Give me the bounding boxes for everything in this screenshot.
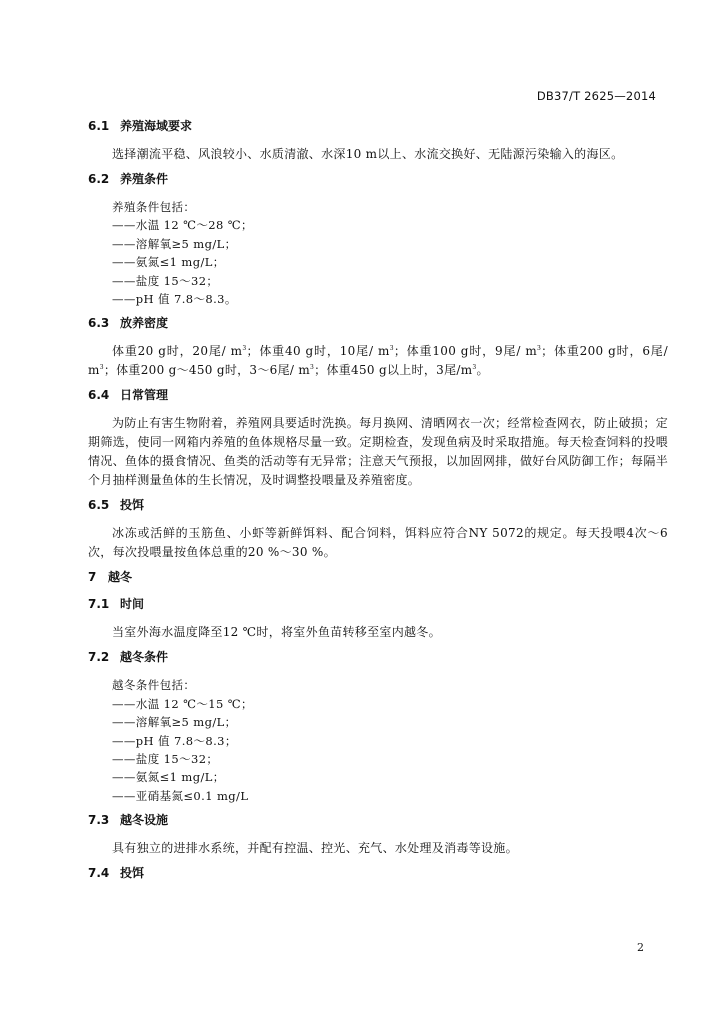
density-text: ；体重200 g～450 g时，3～6尾/ m (103, 363, 311, 378)
condition-list-6-2 (88, 198, 668, 308)
section-number: 6.1 (88, 119, 110, 133)
list-item: ——氨氮≤1 mg/L； (112, 770, 225, 785)
section-number: 6.3 (88, 316, 110, 331)
section-title: 越冬条件 (120, 650, 169, 665)
standard-code: DB37/T 2625—2014 (536, 89, 656, 103)
section-title: 投饵 (120, 498, 145, 513)
section-number: 6.5 (88, 498, 110, 513)
section-title: 投饵 (120, 866, 145, 881)
section-title: 放养密度 (120, 316, 169, 331)
paragraph-6-4: 为防止有害生物附着，养殖网具要适时洗换。每月换网、清晒网衣一次；经常检查网衣，防止破损；定期筛选，使同一网箱内养殖的鱼体规格尽量一致。定期检查，发现鱼病及时采取措施。每天检查饲料的投喂情况、鱼体的摄食情况、鱼类的活动等有无异常；注意天气预报，以加固网排，做好台风防御工作；每隔半个月抽样测量鱼体的生长情况，及时调整投喂量及养殖密度。 (88, 416, 668, 488)
paragraph-6-3 (88, 342, 668, 380)
section-heading-7-2 (88, 649, 668, 666)
section-title: 养殖条件 (120, 172, 169, 186)
list-item: 养殖条件包括： (112, 200, 196, 214)
section-title: 日常管理 (120, 388, 169, 403)
section-number: 7.3 (88, 813, 110, 828)
density-text: ；体重450 g以上时，3尾/m (314, 363, 473, 378)
list-item: ——水温 12 ℃～15 ℃； (112, 696, 253, 711)
list-item: ——溶解氧≥5 mg/L； (112, 236, 237, 251)
section-number: 7.2 (88, 650, 110, 665)
section-heading-6-5 (88, 497, 668, 514)
superscript-3: 3 (537, 345, 542, 353)
paragraph-7-3: 具有独立的进排水系统，并配有控温、控光、充气、水处理及消毒等设施。 (112, 841, 518, 856)
superscript-3: 3 (389, 345, 394, 353)
superscript-3: 3 (99, 364, 104, 372)
section-title: 越冬设施 (120, 813, 169, 828)
list-item: ——pH 值 7.8～8.3； (112, 733, 237, 748)
paragraph-6-5: 冰冻或活鲜的玉筋鱼、小虾等新鲜饵料、配合饲料，饵料应符合NY 5072的规定。每天投喂4次～6次，每次投喂量按鱼体总重的20 %～30 %。 (88, 526, 668, 560)
list-item: ——水温 12 ℃～28 ℃； (112, 218, 253, 233)
density-text: 体重20 g时，20尾/ m (112, 344, 243, 359)
list-item: 越冬条件包括： (112, 678, 196, 693)
superscript-3: 3 (472, 364, 477, 372)
section-heading-7 (88, 569, 668, 586)
section-number: 7.1 (88, 597, 110, 612)
section-heading-7-3 (88, 812, 668, 829)
section-heading-6-1 (88, 118, 668, 135)
superscript-3: 3 (242, 345, 247, 353)
list-item: ——溶解氧≥5 mg/L； (112, 715, 237, 730)
density-text: 。 (476, 363, 489, 378)
section-heading-6-3 (88, 315, 668, 332)
paragraph-6-1: 选择潮流平稳、风浪较小、水质清澈、水深10 m以上、水流交换好、无陆源污染输入的海区。 (112, 147, 624, 161)
list-item: ——亚硝基氮≤0.1 mg/L (112, 788, 249, 803)
page-number: 2 (637, 941, 644, 954)
section-heading-6-2 (88, 171, 668, 188)
section-title: 时间 (120, 597, 145, 612)
section-number: 7.4 (88, 866, 110, 881)
list-item: ——盐度 15～32； (112, 752, 219, 767)
section-heading-7-1 (88, 596, 668, 613)
section-number: 6.2 (88, 172, 110, 186)
condition-list-7-2 (88, 676, 668, 805)
density-text: ；体重100 g时，9尾/ m (393, 344, 538, 359)
list-item: ——氨氮≤1 mg/L； (112, 255, 225, 270)
section-number: 6.4 (88, 388, 110, 403)
section-title: 越冬 (108, 570, 133, 585)
density-text: ；体重40 g时，10尾/ m (246, 344, 390, 359)
section-title: 养殖海域要求 (120, 119, 193, 133)
list-item: ——pH 值 7.8～8.3。 (112, 292, 237, 307)
section-heading-7-4 (88, 865, 668, 882)
section-heading-6-4 (88, 387, 668, 404)
section-number: 7 (88, 570, 97, 585)
superscript-3: 3 (310, 364, 315, 372)
list-item: ——盐度 15～32； (112, 273, 219, 288)
density-text: ；体重200 g时，6尾/ m (88, 344, 668, 378)
paragraph-7-1: 当室外海水温度降至12 ℃时，将室外鱼苗转移至室内越冬。 (112, 625, 441, 640)
document-body (88, 114, 668, 892)
